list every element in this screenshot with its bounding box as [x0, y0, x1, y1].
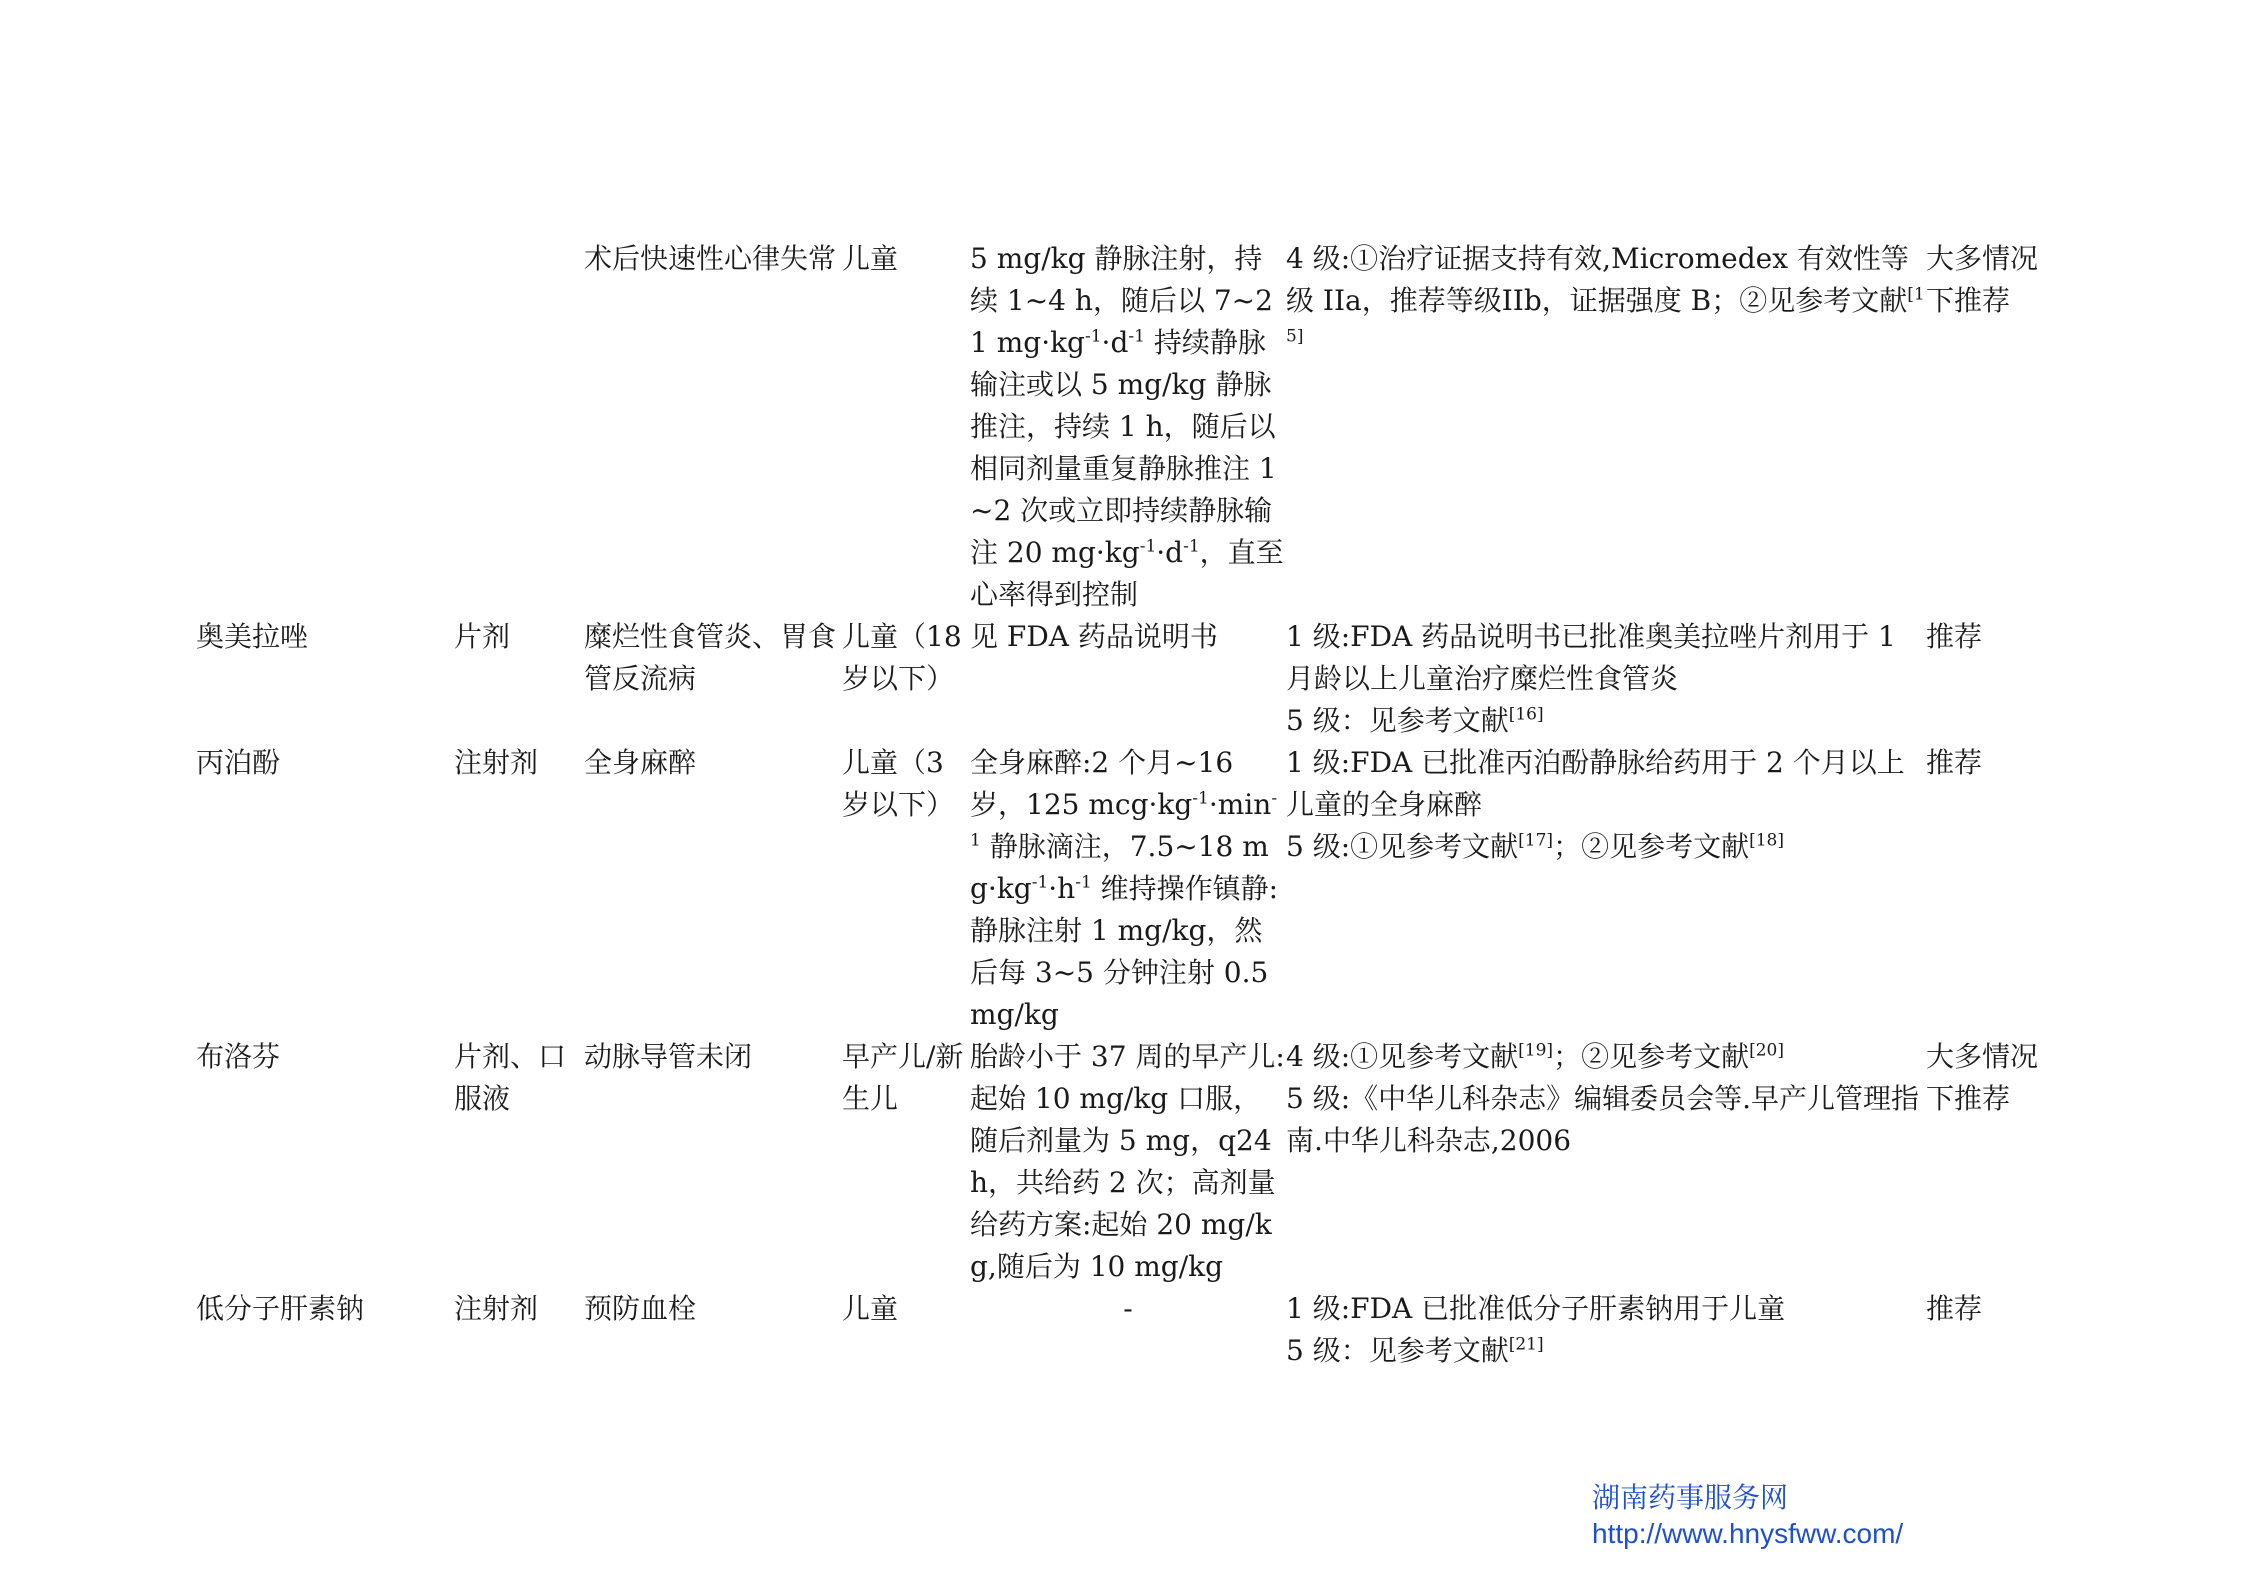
evidence-cell-text: 1 级:FDA 已批准丙泊酚静脉给药用于 2 个月以上儿童的全身麻醉 5 级:①见参考文献[17]；②见参考文献[18]: [1286, 746, 1905, 863]
footer-url[interactable]: http://www.hnysfww.com/: [1592, 1518, 1904, 1549]
recommendation-cell-text: 推荐: [1926, 746, 1983, 779]
evidence-cell: [1286, 238, 1926, 616]
drug-name-cell-text: 丙泊酚: [196, 746, 281, 779]
population-cell-text: 早产儿/新生儿: [842, 1040, 964, 1115]
drug-name-cell-text: 布洛芬: [196, 1040, 281, 1073]
recommendation-cell: [1926, 1036, 2046, 1288]
drug-name-cell: [196, 742, 454, 1036]
recommendation-cell-text: 大多情况下推荐: [1926, 1040, 2039, 1115]
drug-name-cell: [196, 1288, 454, 1372]
population-cell-text: 儿童（18 岁以下）: [842, 620, 962, 695]
table-row: [196, 1288, 2046, 1372]
drug-table-body: [196, 238, 2046, 1372]
population-cell: [842, 1036, 970, 1288]
table-row: [196, 742, 2046, 1036]
evidence-cell: [1286, 742, 1926, 1036]
recommendation-cell: [1926, 742, 2046, 1036]
indication-cell-text: 预防血栓: [584, 1292, 697, 1325]
evidence-cell: [1286, 1036, 1926, 1288]
dosage-form-cell: [454, 742, 584, 1036]
dosage-form-cell-text: 片剂、口服液: [454, 1040, 567, 1115]
dosage-cell-text: 全身麻醉:2 个月~16 岁，125 $mcg\cdot kg^{-1}\cdot\min^{-1}$ 静脉滴注，7.5~18 $mg\cdot kg^{-1}\cdot h^{-1}$ 维持操作镇静:静脉注射 1 mg/kg，然后每 3~5 分钟注射 0.5 mg/kg: [970, 746, 1279, 1031]
table-row: [196, 238, 2046, 616]
evidence-cell: [1286, 616, 1926, 742]
recommendation-cell-text: 推荐: [1926, 620, 1983, 653]
indication-cell: [584, 616, 842, 742]
dosage-form-cell-text: 片剂: [454, 620, 511, 653]
dosage-form-cell: [454, 1288, 584, 1372]
recommendation-cell: [1926, 1288, 2046, 1372]
indication-cell: [584, 238, 842, 616]
population-cell-text: 儿童: [842, 1292, 899, 1325]
dosage-form-cell-text: 注射剂: [454, 746, 539, 779]
dosage-cell: [970, 616, 1286, 742]
population-cell-text: 儿童: [842, 242, 899, 275]
evidence-cell-text: 4 级:①见参考文献[19]；②见参考文献[20] 5 级:《中华儿科杂志》编辑委员会等.早产儿管理指南.中华儿科杂志,2006: [1286, 1040, 1920, 1157]
population-cell: [842, 742, 970, 1036]
recommendation-cell: [1926, 616, 2046, 742]
population-cell: [842, 238, 970, 616]
dosage-cell-text: 5 mg/kg 静脉注射，持续 1~4 h，随后以 7~21 $mg\cdot kg^{-1}\cdot d^{-1}$ 持续静脉输注或以 5 mg/kg 静脉推注，持续 1 h，随后以相同剂量重复静脉推注 1~2 次或立即持续静脉输注 20 $mg\cdot kg^{-1}\cdot d^{-1}$，直至心率得到控制: [970, 242, 1284, 611]
dosage-form-cell: [454, 1036, 584, 1288]
recommendation-cell: [1926, 238, 2046, 616]
dosage-cell-text: 胎龄小于 37 周的早产儿:起始 10 mg/kg 口服，随后剂量为 5 mg，q24 h，共给药 2 次；高剂量给药方案:起始 20 mg/kg,随后为 10 mg/kg: [970, 1040, 1285, 1283]
population-cell-text: 儿童（3 岁以下）: [842, 746, 955, 821]
indication-cell-text: 糜烂性食管炎、胃食管反流病: [584, 620, 837, 695]
indication-cell: [584, 742, 842, 1036]
dosage-cell: [970, 742, 1286, 1036]
drug-name-cell-text: 低分子肝素钠: [196, 1292, 365, 1325]
indication-cell-text: 术后快速性心律失常: [584, 242, 837, 275]
population-cell: [842, 616, 970, 742]
dosage-cell: [970, 1288, 1286, 1372]
evidence-cell-text: 1 级:FDA 已批准低分子肝素钠用于儿童 5 级：见参考文献[21]: [1286, 1292, 1786, 1367]
dosage-form-cell-text: 注射剂: [454, 1292, 539, 1325]
table-row: [196, 616, 2046, 742]
drug-name-cell: [196, 616, 454, 742]
footer-site-name: 湖南药事服务网: [1592, 1481, 1789, 1514]
evidence-cell-text: 1 级:FDA 药品说明书已批准奥美拉唑片剂用于 1 月龄以上儿童治疗糜烂性食管炎 5 级：见参考文献[16]: [1286, 620, 1896, 737]
drug-table: [196, 238, 2046, 1372]
indication-cell-text: 动脉导管未闭: [584, 1040, 753, 1073]
indication-cell-text: 全身麻醉: [584, 746, 697, 779]
drug-name-cell: [196, 1036, 454, 1288]
dosage-form-cell: [454, 238, 584, 616]
drug-name-cell: [196, 238, 454, 616]
dosage-cell: [970, 1036, 1286, 1288]
evidence-cell: [1286, 1288, 1926, 1372]
population-cell: [842, 1288, 970, 1372]
dosage-cell: [970, 238, 1286, 616]
drug-name-cell-text: 奥美拉唑: [196, 620, 309, 653]
recommendation-cell-text: 推荐: [1926, 1292, 1983, 1325]
evidence-cell-text: 4 级:①治疗证据支持有效,Micromedex 有效性等级 IIa，推荐等级IIb，证据强度 B；②见参考文献[15]: [1286, 242, 1925, 347]
footer: [1592, 1480, 1903, 1552]
table-row: [196, 1036, 2046, 1288]
dosage-cell-text: -: [1123, 1292, 1133, 1325]
indication-cell: [584, 1036, 842, 1288]
indication-cell: [584, 1288, 842, 1372]
dosage-cell-text: 见 FDA 药品说明书: [970, 620, 1218, 653]
recommendation-cell-text: 大多情况下推荐: [1926, 242, 2039, 317]
dosage-form-cell: [454, 616, 584, 742]
